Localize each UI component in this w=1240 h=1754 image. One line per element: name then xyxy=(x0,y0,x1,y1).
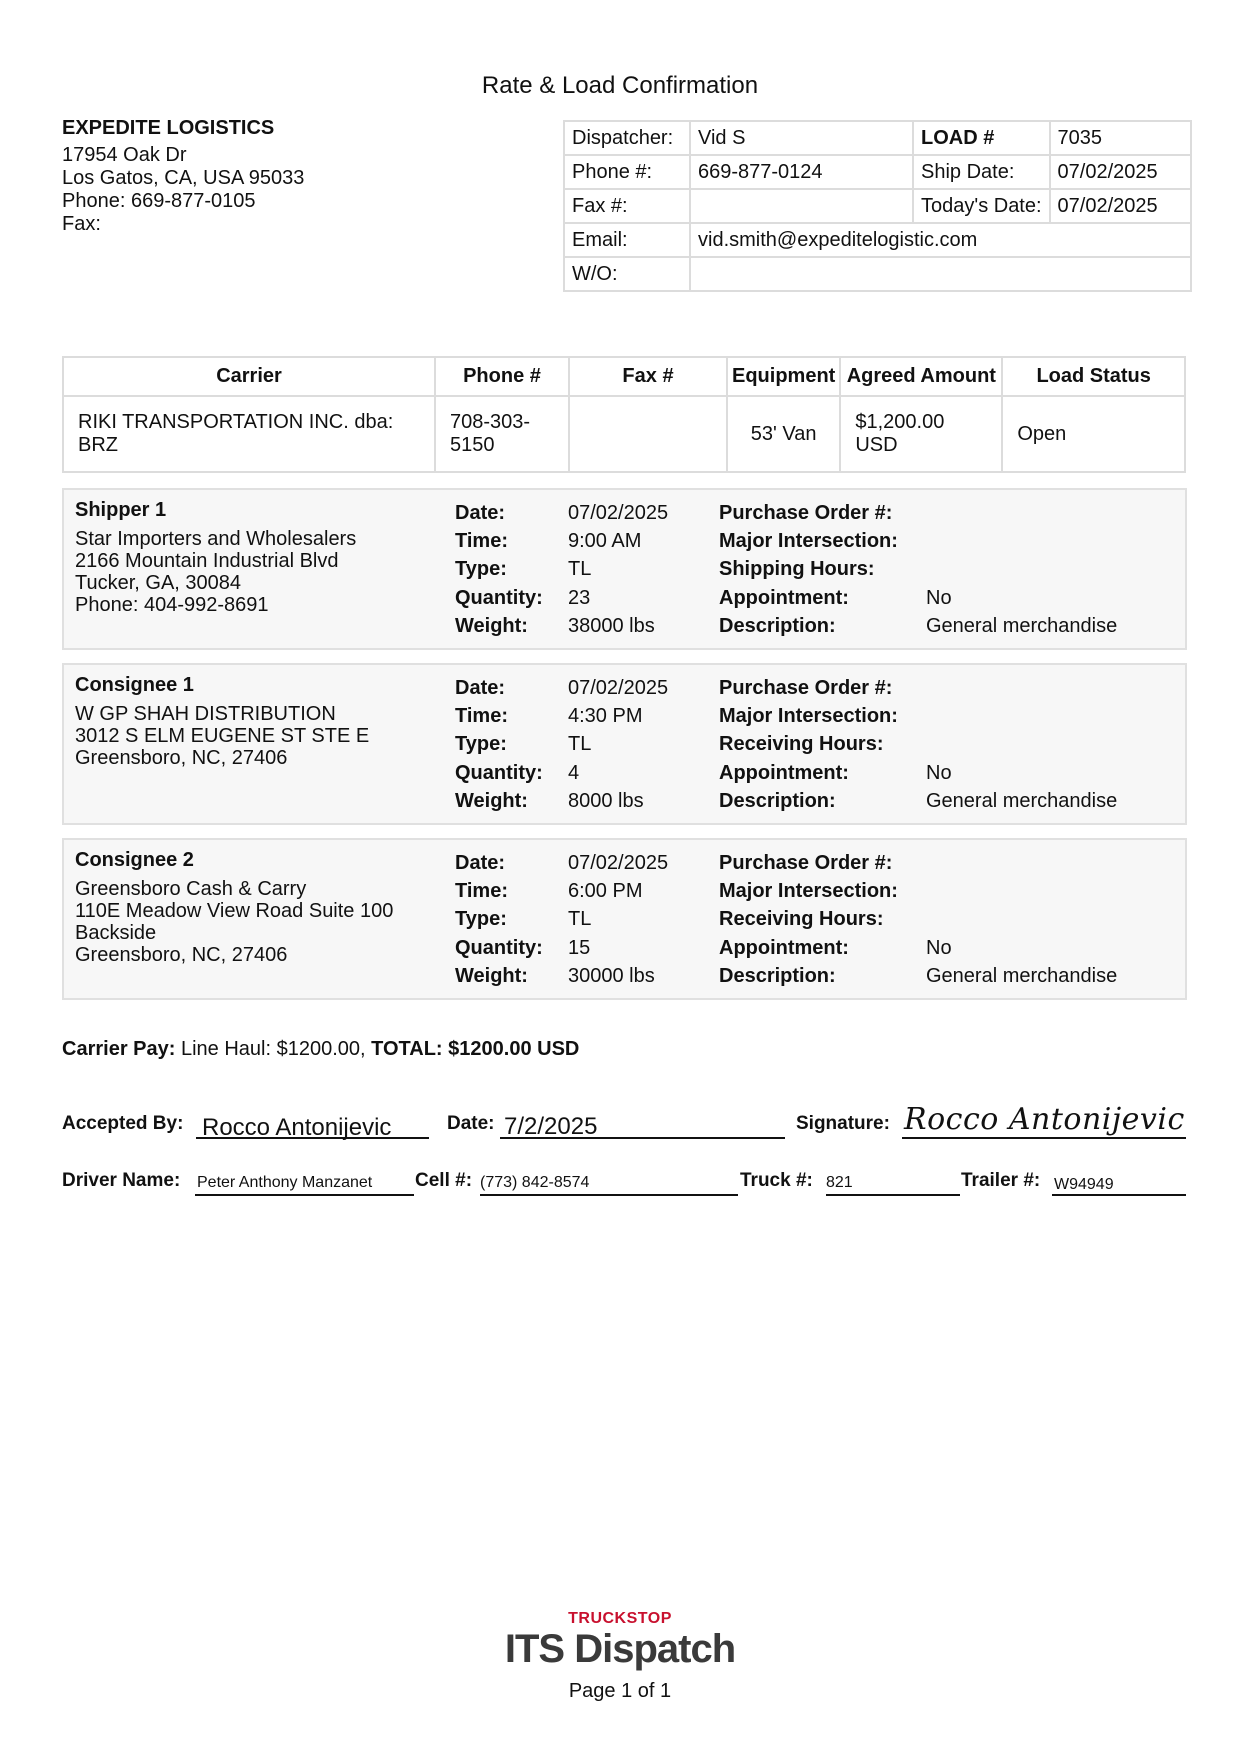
stop-labels-right xyxy=(719,849,898,990)
trailer-label: Trailer #: xyxy=(961,1170,1041,1191)
cell-label: Cell #: xyxy=(415,1170,473,1191)
address-line: 3012 S ELM EUGENE ST STE E xyxy=(75,725,370,747)
dispatch-email-label: Email: xyxy=(564,223,690,257)
carrier-header: Carrier xyxy=(63,357,435,396)
intersection-label: Major Intersection: xyxy=(719,530,898,553)
carrier-name: RIKI TRANSPORTATION INC. dba: BRZ xyxy=(63,396,435,472)
carrier-pay-line xyxy=(62,1038,579,1061)
cell-value[interactable]: (773) 842-8574 xyxy=(480,1174,590,1191)
quantity-label: Quantity: xyxy=(455,761,543,784)
stop-address xyxy=(75,528,356,616)
consignee-1-card xyxy=(62,663,1187,825)
stop-address xyxy=(75,703,369,769)
its-dispatch-brand: ITS Dispatch xyxy=(504,1627,736,1671)
stop-values xyxy=(568,499,668,640)
ship-date-value: 07/02/2025 xyxy=(1050,155,1191,189)
quantity-value: 23 xyxy=(568,586,591,609)
stop-values-right xyxy=(926,499,1117,640)
type-value: TL xyxy=(568,733,592,756)
appointment-value: No xyxy=(926,586,952,609)
signature-line xyxy=(902,1137,1186,1139)
type-label: Type: xyxy=(455,908,507,931)
line-haul: Line Haul: $1200.00, xyxy=(180,1038,366,1060)
stop-labels xyxy=(455,499,543,640)
accepted-by-label: Accepted By: xyxy=(62,1113,184,1134)
quantity-label: Quantity: xyxy=(455,586,543,609)
description-value: General merchandise xyxy=(926,614,1118,637)
time-label: Time: xyxy=(455,530,508,553)
hours-value xyxy=(926,730,1117,758)
po-label: Purchase Order #: xyxy=(719,852,893,874)
intersection-value xyxy=(926,527,1117,555)
weight-value: 30000 lbs xyxy=(568,964,655,987)
intersection-label: Major Intersection: xyxy=(719,705,898,728)
stop-labels-right xyxy=(719,674,898,815)
appointment-label: Appointment: xyxy=(719,761,849,784)
total-value: $1200.00 USD xyxy=(448,1038,580,1060)
weight-label: Weight: xyxy=(455,964,528,987)
description-label: Description: xyxy=(719,964,836,987)
cell-line xyxy=(480,1194,738,1196)
dispatcher-value: Vid S xyxy=(690,121,913,155)
po-label: Purchase Order #: xyxy=(719,502,893,524)
time-value: 9:00 AM xyxy=(568,530,642,553)
carrier-phone: 708-303-5150 xyxy=(435,396,569,472)
stop-values xyxy=(568,849,668,990)
time-value: 4:30 PM xyxy=(568,705,643,728)
stop-values-right xyxy=(926,674,1117,815)
accepted-date-value[interactable]: 7/2/2025 xyxy=(504,1113,598,1140)
driver-name-label: Driver Name: xyxy=(62,1170,181,1191)
carrier-phone-header: Phone # xyxy=(435,357,569,396)
time-label: Time: xyxy=(455,705,508,728)
company-phone: Phone: 669-877-0105 xyxy=(62,190,256,212)
address-line: Phone: 404-992-8691 xyxy=(75,594,269,616)
stop-labels xyxy=(455,849,543,990)
weight-value: 38000 lbs xyxy=(568,614,655,637)
hours-value xyxy=(926,905,1117,933)
equipment-value: 53' Van xyxy=(727,396,840,472)
stop-values-right xyxy=(926,849,1117,990)
stop-title: Consignee 1 xyxy=(75,674,194,696)
po-value xyxy=(926,674,1117,702)
company-address-line2: Los Gatos, CA, USA 95033 xyxy=(62,167,305,189)
stop-labels xyxy=(455,674,543,815)
stop-values xyxy=(568,674,668,815)
document-title: Rate & Load Confirmation xyxy=(481,72,759,99)
po-value xyxy=(926,849,1117,877)
truck-value[interactable]: 821 xyxy=(826,1174,853,1191)
address-line: Tucker, GA, 30084 xyxy=(75,572,242,594)
dispatcher-label: Dispatcher: xyxy=(564,121,690,155)
stop-title: Shipper 1 xyxy=(75,499,167,521)
stop-title: Consignee 2 xyxy=(75,849,194,871)
signature-value[interactable]: Rocco Antonijevic xyxy=(904,1102,1185,1137)
date-label: Date: xyxy=(455,677,506,699)
load-number-label: LOAD # xyxy=(913,121,1050,155)
description-label: Description: xyxy=(719,614,836,637)
dispatch-email-value: vid.smith@expeditelogistic.com xyxy=(690,223,1191,257)
driver-name-value[interactable]: Peter Anthony Manzanet xyxy=(197,1174,373,1191)
hours-label: Receiving Hours: xyxy=(719,908,884,931)
dispatch-info-table xyxy=(563,120,1192,292)
total-label: TOTAL: xyxy=(371,1038,443,1060)
hours-value xyxy=(926,555,1117,583)
address-line: W GP SHAH DISTRIBUTION xyxy=(75,703,336,725)
todays-date-value: 07/02/2025 xyxy=(1050,189,1191,223)
time-value: 6:00 PM xyxy=(568,880,643,903)
date-value: 07/02/2025 xyxy=(568,852,669,874)
work-order-value xyxy=(690,257,1191,291)
intersection-value xyxy=(926,702,1117,730)
company-address-line1: 17954 Oak Dr xyxy=(62,144,187,166)
carrier-fax-header: Fax # xyxy=(569,357,727,396)
date-label: Date: xyxy=(447,1113,495,1134)
todays-date-label: Today's Date: xyxy=(913,189,1050,223)
appointment-label: Appointment: xyxy=(719,586,849,609)
quantity-label: Quantity: xyxy=(455,936,543,959)
description-label: Description: xyxy=(719,789,836,812)
driver-name-line xyxy=(195,1194,414,1196)
po-value xyxy=(926,499,1117,527)
dispatch-phone-label: Phone #: xyxy=(564,155,690,189)
agreed-amount-header: Agreed Amount xyxy=(840,357,1002,396)
address-line: Star Importers and Wholesalers xyxy=(75,528,357,550)
consignee-2-card xyxy=(62,838,1187,1000)
address-line: 110E Meadow View Road Suite 100 xyxy=(75,900,394,922)
signature-label: Signature: xyxy=(796,1113,890,1134)
agreed-amount-value: $1,200.00 USD xyxy=(840,396,1002,472)
dispatch-fax-label: Fax #: xyxy=(564,189,690,223)
intersection-label: Major Intersection: xyxy=(719,880,898,903)
quantity-value: 15 xyxy=(568,936,591,959)
company-name: EXPEDITE LOGISTICS xyxy=(62,117,275,139)
type-label: Type: xyxy=(455,733,507,756)
date-label: Date: xyxy=(455,852,506,874)
hours-label: Receiving Hours: xyxy=(719,733,884,756)
page-number: Page 1 of 1 xyxy=(568,1680,672,1702)
company-block xyxy=(62,117,304,236)
carrier-fax xyxy=(569,396,727,472)
shipper-1-card xyxy=(62,488,1187,650)
dispatch-fax-value xyxy=(690,189,913,223)
address-line: Greensboro, NC, 27406 xyxy=(75,747,288,769)
load-status-value: Open xyxy=(1002,396,1185,472)
type-label: Type: xyxy=(455,558,507,581)
stop-labels-right xyxy=(719,499,898,640)
weight-value: 8000 lbs xyxy=(568,789,644,812)
appointment-value: No xyxy=(926,936,952,959)
carrier-pay-label: Carrier Pay: xyxy=(62,1038,176,1060)
accepted-by-value[interactable]: Rocco Antonijevic xyxy=(202,1114,392,1141)
date-value: 07/02/2025 xyxy=(568,677,669,699)
address-line: Greensboro Cash & Carry xyxy=(75,878,307,900)
appointment-label: Appointment: xyxy=(719,936,849,959)
dispatch-phone-value: 669-877-0124 xyxy=(690,155,913,189)
time-label: Time: xyxy=(455,880,508,903)
address-line: Greensboro, NC, 27406 xyxy=(75,944,288,966)
date-label: Date: xyxy=(455,502,506,524)
type-value: TL xyxy=(568,558,592,581)
truck-line xyxy=(826,1194,960,1196)
weight-label: Weight: xyxy=(455,614,528,637)
truckstop-brand: TRUCKSTOP xyxy=(568,1610,672,1627)
carrier-table xyxy=(62,356,1186,473)
description-value: General merchandise xyxy=(926,789,1118,812)
po-label: Purchase Order #: xyxy=(719,677,893,699)
trailer-value[interactable]: W94949 xyxy=(1054,1176,1114,1193)
weight-label: Weight: xyxy=(455,789,528,812)
trailer-line xyxy=(1052,1194,1186,1196)
intersection-value xyxy=(926,877,1117,905)
work-order-label: W/O: xyxy=(564,257,690,291)
address-line: 2166 Mountain Industrial Blvd xyxy=(75,550,339,572)
equipment-header: Equipment xyxy=(727,357,840,396)
type-value: TL xyxy=(568,908,592,931)
date-value: 07/02/2025 xyxy=(568,502,669,524)
hours-label: Shipping Hours: xyxy=(719,558,875,581)
its-dispatch-logo xyxy=(0,1610,1240,1670)
description-value: General merchandise xyxy=(926,964,1118,987)
stop-address xyxy=(75,878,393,966)
appointment-value: No xyxy=(926,761,952,784)
address-line: Backside xyxy=(75,922,157,944)
company-fax: Fax: xyxy=(62,213,101,235)
load-status-header: Load Status xyxy=(1002,357,1185,396)
quantity-value: 4 xyxy=(568,761,580,784)
truck-label: Truck #: xyxy=(740,1170,813,1191)
ship-date-label: Ship Date: xyxy=(913,155,1050,189)
table-row xyxy=(63,396,1185,472)
load-number-value: 7035 xyxy=(1050,121,1191,155)
